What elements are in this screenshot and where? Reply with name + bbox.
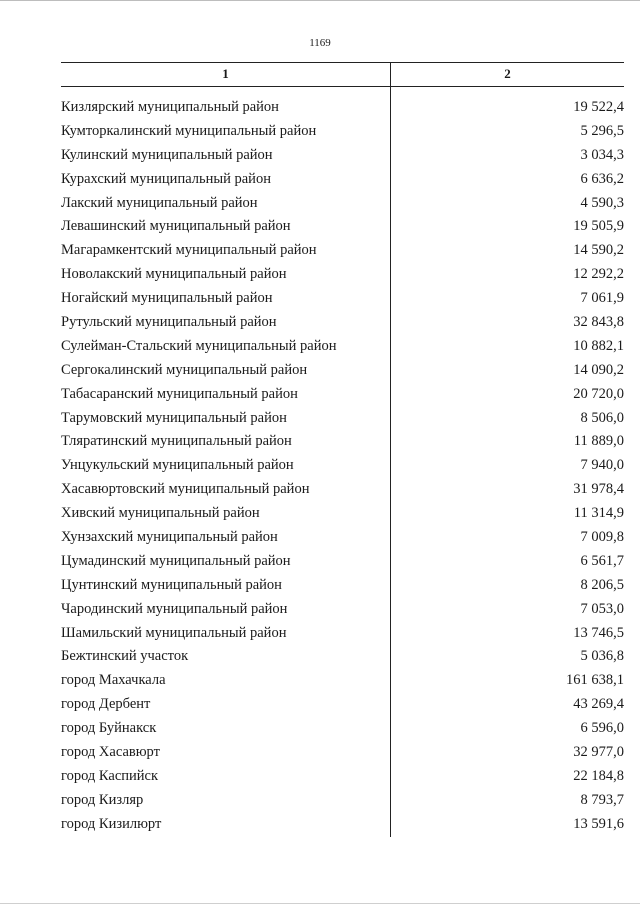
scan-bottom-edge <box>0 903 640 904</box>
table-row <box>61 694 624 718</box>
table-row <box>61 623 624 647</box>
table-row <box>61 503 624 527</box>
row-value: 5 036,8 <box>580 648 624 665</box>
row-value: 7 053,0 <box>580 600 624 617</box>
table-row <box>61 240 624 264</box>
row-name: Сулейман-Стальский муниципальный район <box>61 337 337 354</box>
row-name: Кулинский муниципальный район <box>61 146 273 163</box>
table-row <box>61 312 624 336</box>
row-value: 13 746,5 <box>573 624 624 641</box>
table-header-bottom-border <box>61 86 624 87</box>
row-name: Цумадинский муниципальный район <box>61 552 291 569</box>
row-name: город Махачкала <box>61 672 166 689</box>
row-value: 43 269,4 <box>573 696 624 713</box>
row-value: 11 889,0 <box>573 433 624 450</box>
table-row <box>61 360 624 384</box>
table-row <box>61 599 624 623</box>
table-row <box>61 431 624 455</box>
column-header-1: 1 <box>222 66 229 81</box>
table-row <box>61 384 624 408</box>
row-value: 7 061,9 <box>580 290 624 307</box>
table-row <box>61 288 624 312</box>
table-row <box>61 527 624 551</box>
row-name: город Хасавюрт <box>61 744 160 761</box>
row-name: Лакский муниципальный район <box>61 194 258 211</box>
table-row <box>61 121 624 145</box>
row-value: 8 206,5 <box>580 576 624 593</box>
table-row <box>61 193 624 217</box>
row-value: 22 184,8 <box>573 767 624 784</box>
table-row <box>61 551 624 575</box>
row-name: Кумторкалинский муниципальный район <box>61 122 317 139</box>
row-value: 6 561,7 <box>580 552 624 569</box>
row-value: 8 506,0 <box>580 409 624 426</box>
row-value: 20 720,0 <box>573 385 624 402</box>
row-value: 13 591,6 <box>573 815 624 832</box>
row-name: Хивский муниципальный район <box>61 505 260 522</box>
row-name: город Кизилюрт <box>61 815 162 832</box>
table-body <box>61 97 624 838</box>
row-value: 19 505,9 <box>573 218 624 235</box>
table-row <box>61 216 624 240</box>
row-name: Унцукульский муниципальный район <box>61 457 294 474</box>
row-name: город Кизляр <box>61 791 144 808</box>
row-name: Хасавюртовский муниципальный район <box>61 481 310 498</box>
row-value: 32 977,0 <box>573 744 624 761</box>
row-value: 12 292,2 <box>573 266 624 283</box>
table-row <box>61 479 624 503</box>
row-name: Кизлярский муниципальный район <box>61 99 279 115</box>
row-name: Ногайский муниципальный район <box>61 290 273 307</box>
table-row <box>61 670 624 694</box>
row-value: 4 590,3 <box>580 194 624 211</box>
row-value: 6 636,2 <box>580 170 624 187</box>
table-row <box>61 97 624 121</box>
row-value: 10 882,1 <box>573 337 624 354</box>
table-row <box>61 814 624 838</box>
row-value: 6 596,0 <box>580 720 624 737</box>
row-value: 7 940,0 <box>580 457 624 474</box>
row-name: Курахский муниципальный район <box>61 170 271 187</box>
table-row <box>61 766 624 790</box>
row-name: город Дербент <box>61 696 151 713</box>
row-value: 14 090,2 <box>573 361 624 378</box>
table-row <box>61 742 624 766</box>
row-name: Тляратинский муниципальный район <box>61 433 292 450</box>
scan-top-edge <box>0 0 640 1</box>
table-row <box>61 264 624 288</box>
table-row <box>61 718 624 742</box>
row-value: 3 034,3 <box>580 146 624 163</box>
row-value: 31 978,4 <box>573 481 624 498</box>
table-header-top-border <box>61 62 624 63</box>
row-name: город Каспийск <box>61 767 159 784</box>
row-value: 14 590,2 <box>573 242 624 259</box>
row-name: Тарумовский муниципальный район <box>61 409 287 426</box>
row-name: Бежтинский участок <box>61 648 189 665</box>
row-value: 8 793,7 <box>580 791 624 808</box>
table-row <box>61 455 624 479</box>
table-row <box>61 336 624 360</box>
row-name: Рутульский муниципальный район <box>61 314 277 331</box>
table-row <box>61 646 624 670</box>
row-name: Магарамкентский муниципальный район <box>61 242 317 259</box>
table-row <box>61 145 624 169</box>
page-number: 1169 <box>309 37 331 49</box>
row-name: Чародинский муниципальный район <box>61 600 288 617</box>
table-row <box>61 408 624 432</box>
row-name: Хунзахский муниципальный район <box>61 529 278 546</box>
row-name: Сергокалинский муниципальный район <box>61 361 308 378</box>
row-value: 7 009,8 <box>580 529 624 546</box>
row-value: 19 522,4 <box>573 99 624 115</box>
row-name: город Буйнакск <box>61 720 157 737</box>
row-value: 32 843,8 <box>573 314 624 331</box>
table-row <box>61 169 624 193</box>
row-name: Цунтинский муниципальный район <box>61 576 282 593</box>
row-name: Левашинский муниципальный район <box>61 218 291 235</box>
row-value: 5 296,5 <box>580 122 624 139</box>
row-name: Шамильский муниципальный район <box>61 624 287 641</box>
row-value: 11 314,9 <box>573 505 624 522</box>
row-name: Табасаранский муниципальный район <box>61 385 298 402</box>
data-table <box>61 62 624 839</box>
column-header-2: 2 <box>504 66 511 81</box>
row-name: Новолакский муниципальный район <box>61 266 287 283</box>
row-value: 161 638,1 <box>566 672 624 689</box>
table-row <box>61 575 624 599</box>
table-row <box>61 790 624 814</box>
